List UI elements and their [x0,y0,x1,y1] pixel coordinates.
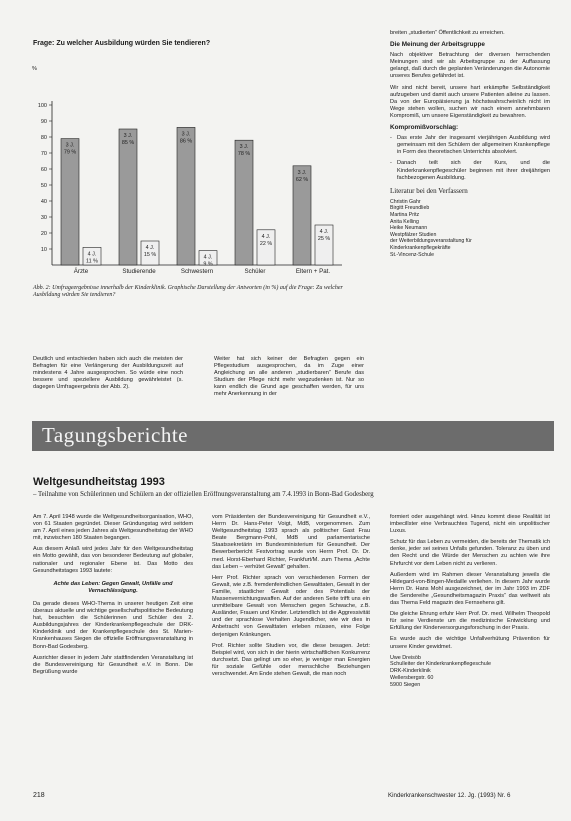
article-col1-paragraph-3: Da gerade dieses WHO-Thema in unserer heutigen Zeit eine überaus aktuelle und wichtige gesellschaftspolitische Bedeutung hat, besuchten die Schülerinnen und Schüler des 2. Ausbildungsjahres der Kinderkrankenpflegeschule der DRK-Kinderklinik und der Krankenpflegeschule des St. Marien-Krankenhauses Siegen die offizielle Eröffnungsveranstaltung in Bonn-Bad Godesberg. [33,600,193,650]
article-col2-paragraph-1: vom Präsidenten der Bundesvereinigung für Gesundheit e.V., Herrn Dr. Hans-Peter Voigt, MdB, vorgenommen. Zum Weltgesundheitstag 1993 sprach als politischer Gast Frau Beate Bergmann-Pohl, MdB und parlamentarische Staatssekretärin im Bundesministerium für Gesundheit. Der Bewerberbericht Festvortrag wurde von Herrn Prof. Dr. Dr. med. Horst-Eberhard Richter, Frankfurt/M. zum Thema „Achte das Leben – verhütet Gewalt“ gehalten. [212,514,370,570]
y-axis-label: % [32,66,37,72]
author-line: Kinderkrankenpflegekräfte [390,244,451,251]
article-col3-paragraph-1: formiert oder ausgehängt wird. Hinzu kommt diese Realität ist imbecillster eine Verbrauchtes Tugend, nicht ein unpolitischer Luxus. [390,514,550,535]
author-line: Martina Pritz [390,211,420,218]
bar-data-label: 4 J. [319,229,329,235]
bar-3-jahre [177,127,195,265]
heading-kompromiss: Kompromißvorschlag: [390,124,459,132]
right-top-text: breiten „studierten“ Öffentlichkeit zu erreichen. [390,30,505,36]
bar-data-label: 3 J. [123,133,133,139]
y-tick-label: 60 [40,167,47,173]
center-mid-paragraph: Weiter hat sich keiner der Befragten gegen ein Pflegestudium ausgesprochen, da im Zuge einer Angleichung an alle anderen „studierbaren“ Berufe das Studium der Pflege nicht mehr wegzudenken ist. Nur so kann endlich die Grund age geschaffen werden, für uns mehr Anerkennung in der [214,356,364,398]
bar-data-label: 22 % [259,240,273,247]
bar-data-label: 4 J. [87,251,97,258]
author-line: der Weiterbildungsveranstaltung für [390,238,472,245]
bar-data-label: 86 % [179,138,193,145]
author-line: Anita Kelling [390,218,419,225]
literature-heading: Literatur bei den Verfassern [390,186,468,195]
x-category-label: Schüler [244,268,266,275]
bar-data-label: 3 J. [181,131,191,138]
bar-data-label: 3 J. [239,144,249,151]
author-line: Christin Gahr [390,198,421,205]
bar-data-label: 85 % [121,140,135,146]
y-tick-label: 70 [40,151,47,157]
signature-line: Schulleiter der Kinderkrankenpflegeschule [390,661,491,668]
journal-footer: Kinderkrankenschwester 12. Jg. (1993) Nr. 6 [388,792,511,799]
article-col3-paragraph-3: Außerdem wird im Rahmen dieser Veranstaltung jeweils die Hildegard-von-Bingen-Medaille verliehen. In diesem Jahr wurde Herrn Dr. Hans Mohl ausgezeichnet, der im Jahr 1993 im ZDF die Sendereihe „Gesundheitsmagazin Praxis“ das weltweit als das Thema Feld magazin des Fernsehens gilt. [390,571,550,607]
article-subtitle: – Teilnahme von Schülerinnen und Schülern an der offiziellen Eröffnungsveranstaltung am 7.4.1993 in Bonn-Bad Godesberg [33,491,374,498]
x-category-label: Studierende [122,268,156,275]
article-col2-paragraph-3: Prof. Richter sollte Studien vor, die diese besagen. Jetzt: Beispiel wird, von sich in der hierin wirtschaftlichen Konkurrenz durchsetzt. Das gelingt um so eher, je weniger man Energien für soziale Gefühle oder menschliche Beziehungen verschwendet. Am Ende stehen Gewalt, die man noch [212,642,370,677]
x-category-label: Eltern + Pat. [295,268,331,275]
bar-3-jahre [235,140,253,265]
section-banner [32,421,554,451]
article-col3-paragraph-5: Es wurde auch die wichtige Unfallverhütung Prävention für unsere Kinder gewidmet. [390,636,550,650]
bar-data-label: 4 J. [203,254,213,261]
bar-data-label: 3 J. [297,169,307,176]
article-col1-paragraph-1: Am 7. April 1948 wurde die Weltgesundheitsorganisation, WHO, von 61 Staaten gegründet. Dieser Gründungstag wird seitdem am 7. April eines jeden Jahres als Weltgesundheitstag der WHO mit, inzwischen 180 Staaten begangen. [33,514,193,542]
kompromiss-bullet-2: - Danach teilt sich der Kurs, und die Kinderkrankenpflegeschüler beginnen mit ihrer dreijährigen fachbezogenen Ausbildung. [390,160,550,181]
page-number: 218 [33,792,45,799]
chart-caption: Abb. 2: Umfrageergebnisse innerhalb der Kinderklinik. Graphische Darstellung der Antworten (in %) auf die Frage: Zu welcher Ausbildung würden Sie tendieren? [33,285,343,299]
article-motto: Achte das Leben: Gegen Gewalt, Unfälle und Vernachlässigung. [53,580,173,594]
bar-data-label: 9 % [203,261,213,268]
signature-line: Uwe Dreisöb [390,654,421,661]
x-category-label: Ärzte [73,268,89,275]
signature-line: DRK-Kinderklinik [390,668,431,675]
article-column-3 [390,514,550,689]
bar-data-label: 15 % [143,252,157,258]
chart-question: Frage: Zu welcher Ausbildung würden Sie tendieren? [33,40,211,47]
article-signature [390,655,550,689]
article-col3-paragraph-2: Schutz für das Leben zu vermeiden, die bereits der Thematik ich denke, jeder sei seines Unfalls gefunden. Toleranz zu üben und den Recht und die Würde der Menschen zu achten wie ihre Ehrfurcht vor dem Leben nicht zu verlieren. [390,539,550,567]
y-tick-label: 10 [40,247,47,253]
author-line: Birgitt Freundlieb [390,205,430,212]
signature-line: 5900 Siegen [390,681,421,688]
y-tick-label: 100 [37,103,47,109]
bar-data-label: 11 % [86,258,98,265]
bar-3-jahre [61,139,79,265]
author-list [390,199,550,258]
article-col1-paragraph-2: Aus diesem Anlaß wird jedes Jahr für den Weltgesundheitstag ein Motto gewählt, das von besonderer Bedeutung auf globaler, nationaler und regionaler Ebene ist. Das Motto des Gesundheitstages 1993 lautete: [33,546,193,574]
bar-chart-svg [30,58,350,280]
bar-data-label: 25 % [317,236,331,242]
article-col1-paragraph-4: Ausrichter dieser in jedem Jahr stattfindenden Veranstaltung ist die Bundesvereinigung für Gesundheit e.V. in Bonn. Die Begrüßung wurde [33,654,193,675]
author-line: Westpfälzer Studien [390,231,437,238]
article-column-1 [33,514,193,680]
bar-chart [30,58,350,280]
right-paragraph-2: Wir sind nicht bereit, unsere hart erkämpfte Selbständigkeit aufzugeben und damit auch unsere Patienten alleine zu lassen. Da von der Europäisierung ja höchstwahrscheinlich nicht im Wege stehen wollen, suchen wir nach einem annehmbaren Kompromiß, um unsere Eigenständigkeit zu bewahren. [390,84,550,119]
section-banner-title: Tagungsberichte [42,423,188,447]
bar-data-label: 79 % [63,149,77,156]
bar-3-jahre [119,129,137,265]
article-col3-paragraph-4: Die gleiche Ehrung erfuhr Herr Prof. Dr. med. Wilhelm Theopold für seine Verdienste um die medizinische Entwicklung und Erfüllung der Kinderversorgungsforschung in der Praxis. [390,611,550,632]
y-tick-label: 40 [40,199,47,205]
bar-data-label: 4 J. [261,233,271,240]
y-tick-label: 20 [40,231,47,237]
kompromiss-bullet-1: - Das erste Jahr der insgesamt vierjährigen Ausbildung wird gemeinsam mit den Schülern der allgemeinen Krankenpflege in Form des theoretischen Unterrichts absolviert. [390,135,550,156]
y-tick-label: 30 [40,215,47,221]
right-paragraph-1: Nach objektiver Betrachtung der diversen herrschenden Meinungen sind wir als Arbeitsgruppe zu der Auffassung gelangt, daß durch die geplanten Veränderungen die Autonomie unseres Berufes gefährdet ist. [390,52,550,80]
author-line: St.-Vincenz-Schule [390,251,435,258]
x-category-label: Schwestern [180,268,214,275]
bar-data-label: 62 % [295,176,309,183]
y-tick-label: 50 [40,183,47,189]
right-column [390,30,550,258]
bar-data-label: 78 % [237,151,251,158]
y-tick-label: 80 [40,135,47,141]
article-column-2 [212,514,370,682]
signature-line: Wellersbergstr. 60 [390,674,434,681]
article-col2-paragraph-2: Herr Prof. Richter sprach von verschiedenen Formen der Gewalt, wie z.B. fremdenfeindlichen Gewalttaten, Gewalt in der Familie, staatlicher Gewalt oder des Potentials der Massenvernichtungswaffen. Auf der anderen Seite trifft uns ein unmittelbare Gewalt von Menschen gegen Schwache, z.B. Ausländer, Frauen und Kinder. Letztendlich ist die Aggressivität und der sprachlose Verhalten Jugendlicher, wie wir dies in Anbetracht von Gewalttaten erleben müssen, eine Folge derjenigen Kränkungen. [212,574,370,638]
heading-arbeitsgruppe: Die Meinung der Arbeitsgruppe [390,41,485,49]
bar-data-label: 3 J. [65,142,75,149]
left-mid-paragraph: Deutlich und entschieden haben sich auch die meisten der Befragten für eine Verlängerung der Ausbildungszeit auf mindestens 4 Jahre ausgesprochen. So würde eine noch bessere und speziellere Ausbildung gewährleistet (s. dagegen Umfrageergebnis der Abb. 2). [33,356,183,391]
author-line: Heike Neumann [390,225,428,232]
bar-data-label: 4 J. [145,245,155,251]
y-tick-label: 90 [40,119,47,125]
article-title: Weltgesundheitstag 1993 [33,476,165,488]
